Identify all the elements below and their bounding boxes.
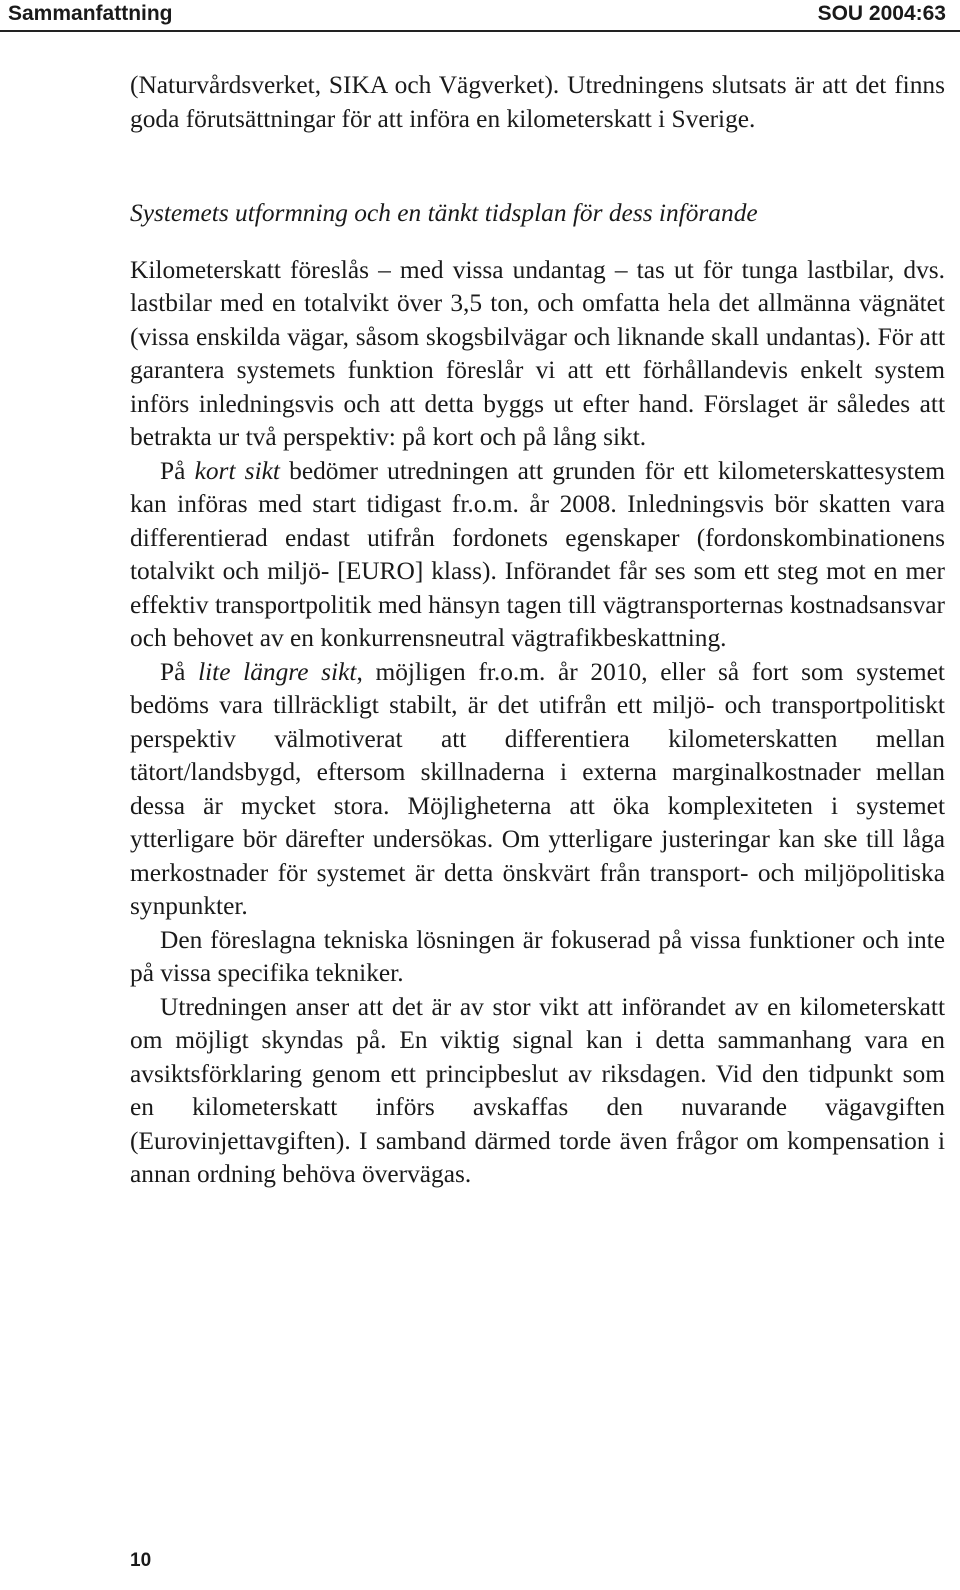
paragraph-1: (Naturvårdsverket, SIKA och Vägverket). Utredningens slutsats är att det finns goda förutsättningar för att införa en kilometerskatt i Sverige. — [130, 71, 945, 133]
paragraph-6: Utredningen anser att det är av stor vikt att införandet av en kilometerskatt om möjligt skyndas på. En viktig signal kan i detta sammanhang vara en avsiktsförklaring genom ett principbeslut av riksdagen. Vid den tidpunkt som en kilometerskatt införs avskaffas den nuvarande vägavgiften (Eurovinjettavgiften). I samband därmed torde även frågor om kompensation i annan ordning behöva övervägas. — [130, 992, 945, 1188]
body-text — [130, 69, 945, 1192]
header-rule — [0, 30, 960, 32]
document-id: SOU 2004:63 — [817, 2, 946, 25]
paragraph-5: Den föreslagna tekniska lösningen är fokuserad på vissa funktioner och inte på vissa specifika tekniker. — [130, 925, 945, 987]
paragraph-4-rest: , möjligen fr.o.m. år 2010, eller så fort som systemet bedöms vara tillräckligt stabilt, är det utifrån ett miljö- och transportpolitiskt perspektiv välmotiverat att differentiera kilometerskatten mellan tätort/landsbygd, eftersom skillnaderna i externa marginalkostnader mellan dessa är mycket stora. Möjligheterna att öka komplexiteten i systemet ytterligare bör därefter undersökas. Om ytterligare justeringar kan ske till låga merkostnader för systemet är detta önskvärt från transport- och miljöpolitiska synpunkter. — [130, 657, 945, 920]
subheading: Systemets utformning och en tänkt tidsplan för dess införande — [130, 199, 758, 227]
paragraph-4 — [130, 656, 945, 924]
paragraph-4-lead: På — [160, 657, 199, 686]
paragraph-3-emphasis: kort sikt — [194, 456, 280, 485]
paragraph-4-emphasis: lite längre sikt — [198, 657, 357, 686]
page-number: 10 — [130, 1550, 152, 1571]
paragraph-3-rest: bedömer utredningen att grunden för ett kilometerskattesystem kan införas med start tidigast fr.o.m. år 2008. Inledningsvis bör skatten vara differentierad endast utifrån fordonets egenskaper (fordonskombinationens totalvikt och miljö- [EURO] klass). Införandet får ses som ett steg mot en mer effektiv transportpolitik med hänsyn tagen till vägtransporternas kostnadsansvar och behovet av en konkurrensneutral vägtrafikbeskattning. — [130, 456, 946, 652]
paragraph-2: Kilometerskatt föreslås – med vissa undantag – tas ut för tunga lastbilar, dvs. lastbilar med en totalvikt över 3,5 ton, och omfatta hela det allmänna vägnätet (vissa enskilda vägar, såsom skogsbilvägar och liknande skall undantas). För att garantera systemets funktion föreslår vi att ett förhållandevis enkelt system införs inledningsvis och att detta byggs ut efter hand. Förslaget är således att betrakta ur två perspektiv: på kort och på lång sikt. — [130, 255, 945, 451]
section-title: Sammanfattning — [8, 2, 173, 25]
paragraph-3 — [130, 455, 945, 656]
paragraph-3-lead: På — [160, 456, 195, 485]
running-header — [0, 0, 960, 28]
